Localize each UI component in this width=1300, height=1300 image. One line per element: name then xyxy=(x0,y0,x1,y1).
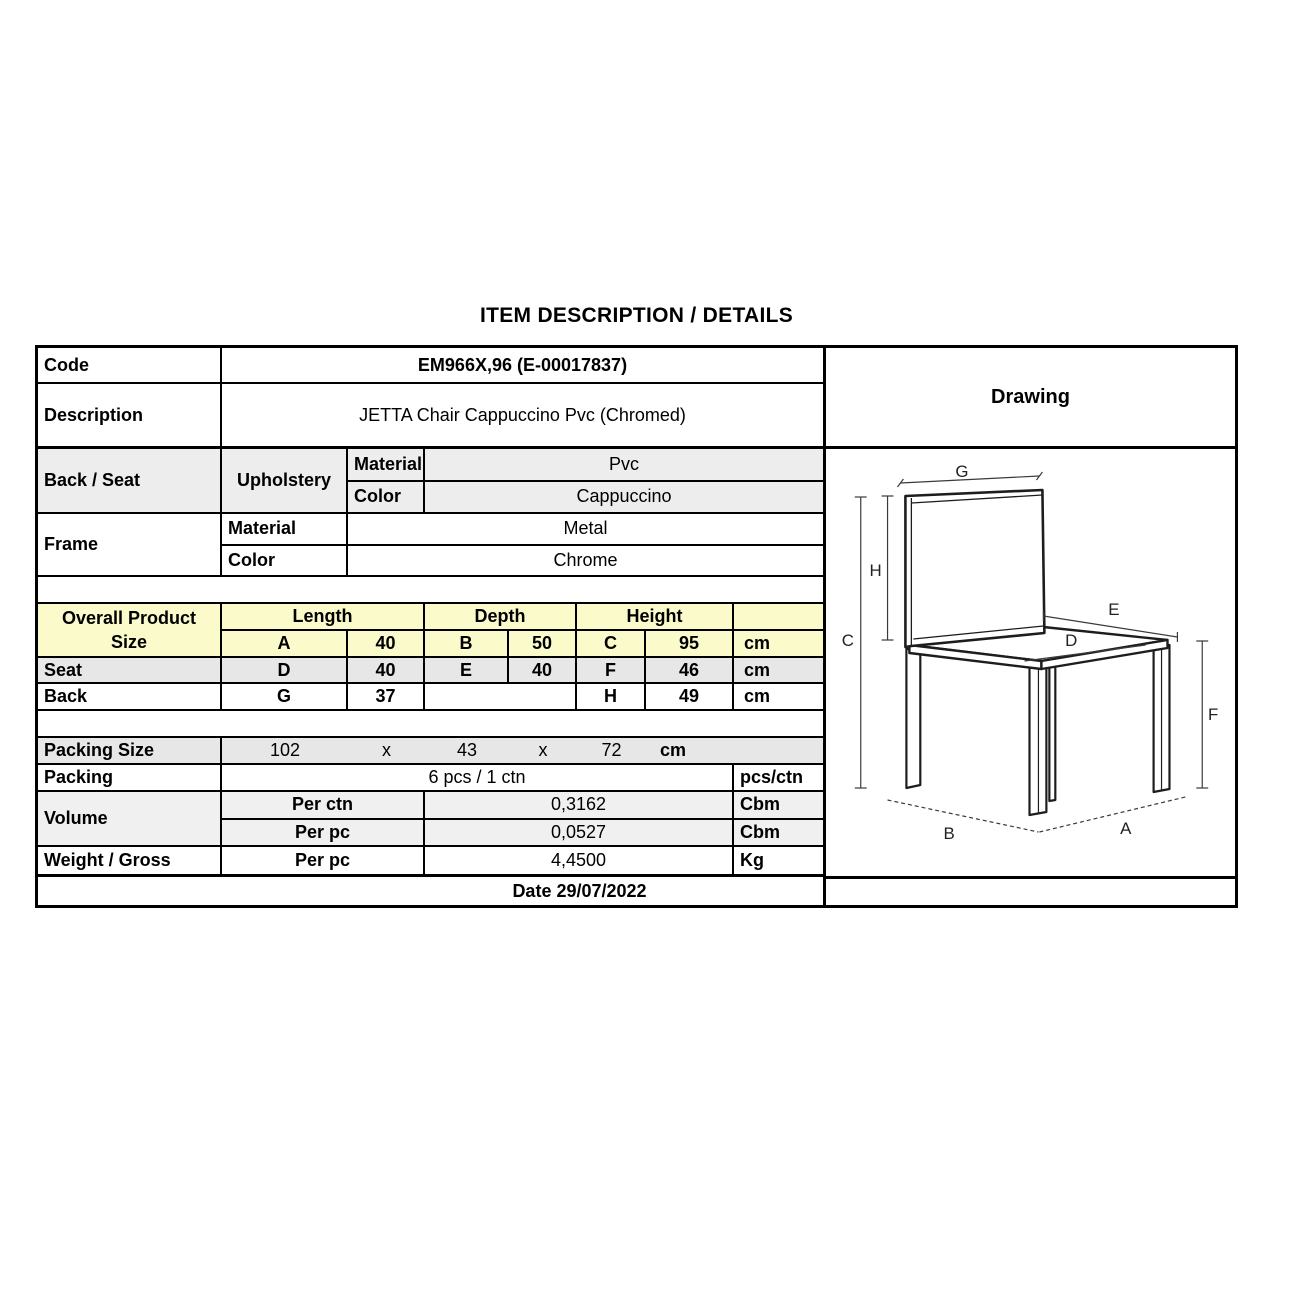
drawing-footer-spacer xyxy=(826,879,1235,905)
code-row xyxy=(38,348,823,384)
chair-backrest xyxy=(905,490,1044,647)
packing-size-values xyxy=(222,738,823,763)
weight-per-pc-value: 4,4500 xyxy=(425,847,734,874)
seat-label: Seat xyxy=(38,658,222,682)
seat-e-value: 40 xyxy=(509,658,577,682)
dim-label-e: E xyxy=(1108,599,1120,620)
chair-drawing xyxy=(826,449,1235,879)
seat-f-value: 46 xyxy=(646,658,734,682)
seat-e-key: E xyxy=(425,658,509,682)
packing-row xyxy=(38,765,823,792)
seat-d-key: D xyxy=(222,658,348,682)
date-row xyxy=(38,877,823,905)
chair-leg-edges xyxy=(1038,646,1161,813)
back-label: Back xyxy=(38,684,222,709)
date-value: Date 29/07/2022 xyxy=(512,880,647,901)
code-value: EM966X,96 (E-00017837) xyxy=(417,354,628,375)
frame-material-value: Metal xyxy=(563,518,608,539)
volume-per-pc-value: 0,0527 xyxy=(425,820,734,846)
bs-color-label: Color xyxy=(348,482,425,513)
drawing-panel xyxy=(826,348,1235,905)
packing-size-row xyxy=(38,738,823,765)
size-header-section xyxy=(38,604,823,658)
weight-unit: Kg xyxy=(740,850,764,870)
back-g-value: 37 xyxy=(348,684,425,709)
volume-label: Volume xyxy=(38,792,222,845)
frame-color-value: Chrome xyxy=(553,549,618,570)
weight-per-pc-label: Per pc xyxy=(222,847,425,874)
packing-unit: pcs/ctn xyxy=(740,767,804,787)
description-row xyxy=(38,384,823,449)
volume-section xyxy=(38,792,823,847)
overall-a-key: A xyxy=(222,631,348,656)
back-h-value: 49 xyxy=(646,684,734,709)
dim-label-d: D xyxy=(1065,630,1078,651)
height-header: Height xyxy=(577,604,734,629)
packing-dim-1: 102 xyxy=(269,740,301,760)
packing-size-unit: cm xyxy=(660,740,687,760)
description-value: JETTA Chair Cappuccino Pvc (Chromed) xyxy=(359,404,686,425)
size-header-empty xyxy=(734,604,823,629)
dim-label-h: H xyxy=(869,560,882,581)
overall-product-size-label: Overall Product Size xyxy=(38,604,222,656)
packing-dim-3: 72 xyxy=(601,740,622,760)
back-seat-label: Back / Seat xyxy=(38,449,222,512)
volume-per-ctn-label: Per ctn xyxy=(222,792,425,818)
volume-per-ctn-value: 0,3162 xyxy=(425,792,734,818)
seat-size-row xyxy=(38,658,823,684)
depth-header: Depth xyxy=(425,604,577,629)
drawing-title: Drawing xyxy=(826,348,1235,449)
dim-label-g: G xyxy=(955,461,969,482)
back-unit: cm xyxy=(744,686,771,706)
seat-d-value: 40 xyxy=(348,658,425,682)
overall-c-key: C xyxy=(577,631,646,656)
weight-label: Weight / Gross xyxy=(38,847,222,874)
bs-material-label: Material xyxy=(348,449,425,480)
back-g-key: G xyxy=(222,684,348,709)
volume-per-pc-unit: Cbm xyxy=(740,821,780,842)
weight-row xyxy=(38,847,823,877)
back-h-key: H xyxy=(577,684,646,709)
frame-label: Frame xyxy=(38,514,222,575)
page-title: ITEM DESCRIPTION / DETAILS xyxy=(479,304,794,327)
overall-c-value: 95 xyxy=(646,631,734,656)
spacer-row xyxy=(38,577,823,604)
spec-table xyxy=(38,348,826,905)
description-label: Description xyxy=(38,384,222,446)
overall-a-value: 40 xyxy=(348,631,425,656)
packing-label: Packing xyxy=(38,765,222,790)
bs-material-value: Pvc xyxy=(608,453,639,474)
packing-dim-2: 43 xyxy=(456,740,478,760)
dim-label-c: C xyxy=(841,630,854,651)
packing-value: 6 pcs / 1 ctn xyxy=(222,765,734,790)
packing-x-2: x xyxy=(538,740,548,760)
overall-b-key: B xyxy=(425,631,509,656)
packing-size-label: Packing Size xyxy=(38,738,222,763)
frame-color-label: Color xyxy=(222,546,348,576)
chair-sketch-svg xyxy=(826,449,1235,876)
spacer-row xyxy=(38,711,823,738)
overall-b-value: 50 xyxy=(509,631,577,656)
overall-unit: cm xyxy=(744,633,771,653)
seat-unit: cm xyxy=(744,659,771,680)
volume-per-pc-label: Per pc xyxy=(222,820,425,846)
back-seat-section xyxy=(38,449,823,514)
dim-label-a: A xyxy=(1120,818,1132,839)
packing-x-1: x xyxy=(382,740,391,760)
back-empty-cell xyxy=(425,684,577,709)
dim-label-b: B xyxy=(943,823,955,844)
spec-sheet xyxy=(35,345,1238,908)
frame-material-label: Material xyxy=(222,514,348,544)
length-header: Length xyxy=(222,604,425,629)
back-size-row xyxy=(38,684,823,711)
seat-f-key: F xyxy=(577,658,646,682)
frame-section xyxy=(38,514,823,577)
upholstery-label: Upholstery xyxy=(222,449,348,512)
code-label: Code xyxy=(38,348,222,382)
dim-label-f: F xyxy=(1208,704,1219,725)
bs-color-value: Cappuccino xyxy=(576,486,672,507)
volume-per-ctn-unit: Cbm xyxy=(740,794,780,815)
